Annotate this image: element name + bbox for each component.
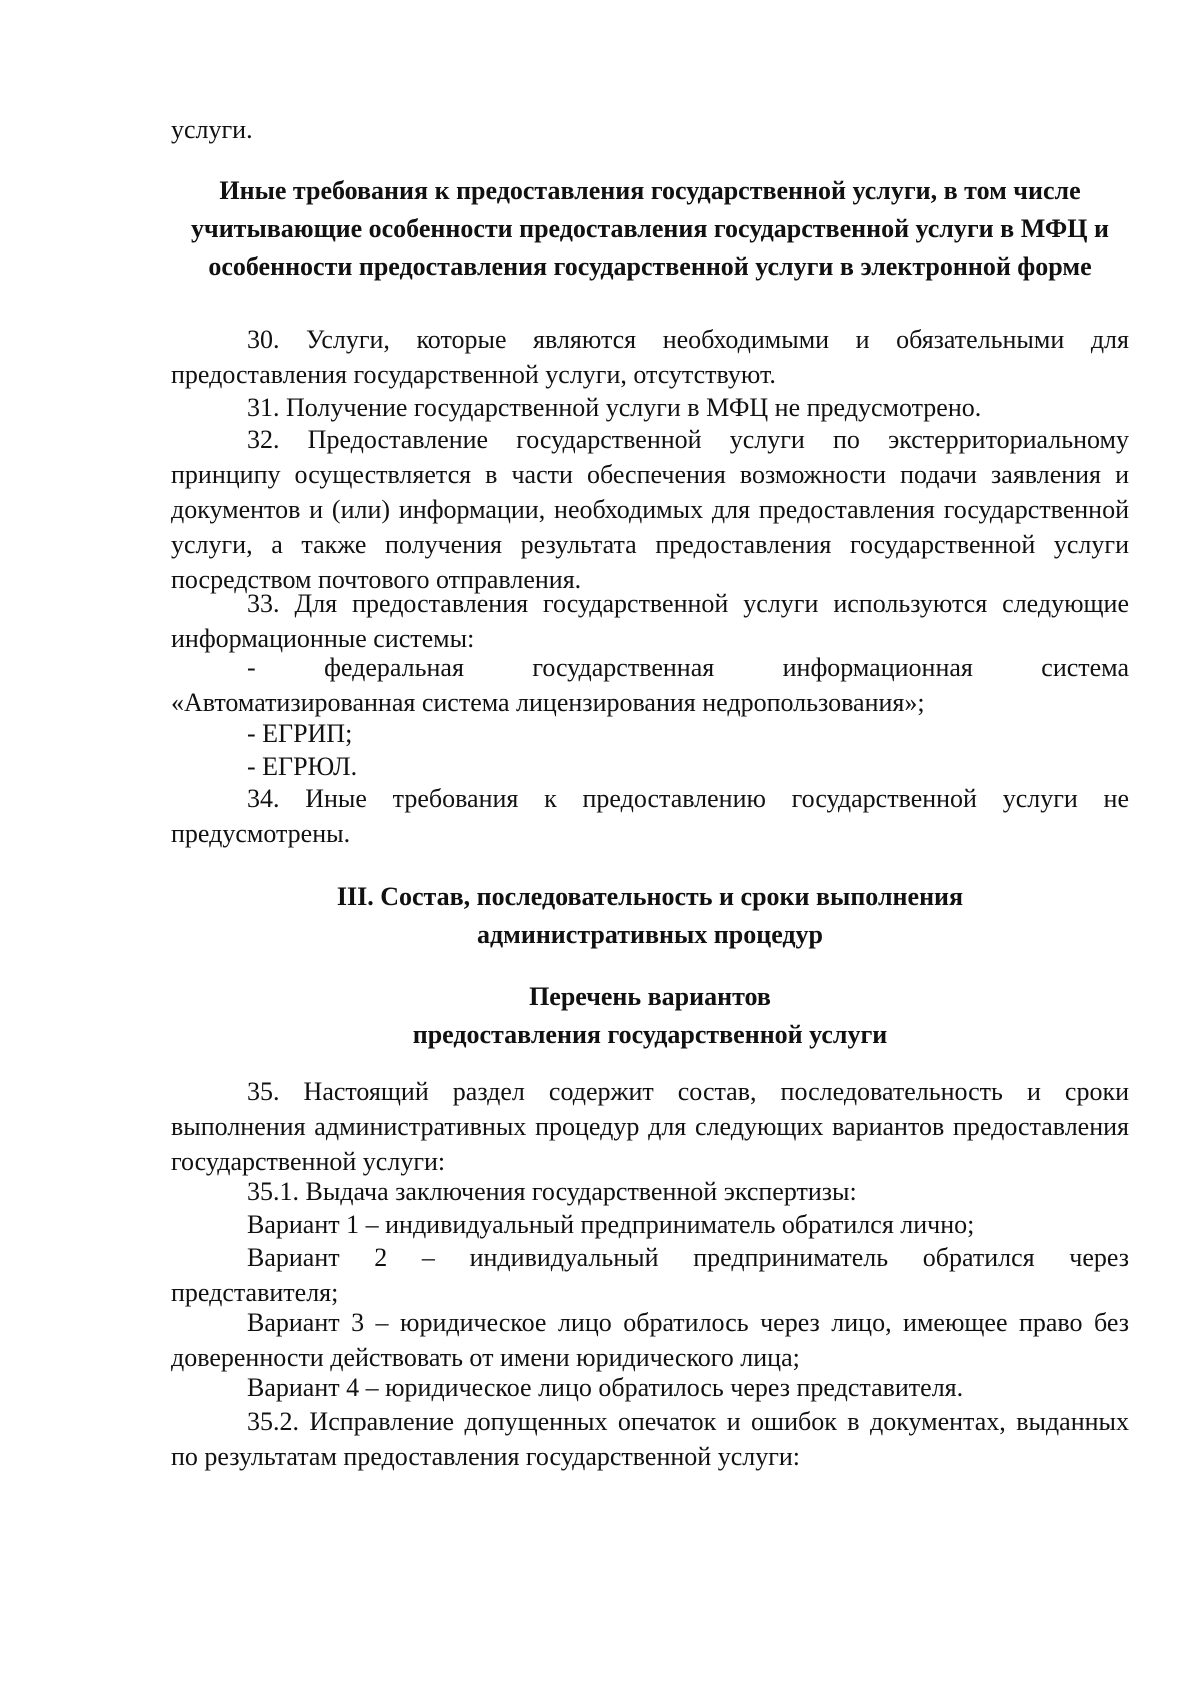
paragraph-33: 33. Для предоставления государственной услуги используются следующие информационные системы: <box>171 589 1129 653</box>
paragraph-30-line-2: предоставления государственной услуги, отсутствуют. <box>171 360 776 389</box>
variant-1: Вариант 1 – индивидуальный предприниматель обратился лично; <box>247 1210 975 1239</box>
section-heading <box>160 172 1140 286</box>
chapter-heading-line-1: III. Состав, последовательность и сроки выполнения <box>336 882 964 911</box>
section-heading-line-2: учитывающие особенности предоставления государственной услуги в МФЦ и <box>191 214 1109 243</box>
sub-heading <box>160 978 1140 1054</box>
paragraph-34: 34. Иные требования к предоставлению государственной услуги не предусмотрены. <box>171 784 1129 848</box>
paragraph-33-list-item-2: - ЕГРИП; <box>247 719 353 748</box>
section-heading-line-1: Иные требования к предоставления государственной услуги, в том числе <box>219 176 1081 205</box>
paragraph-33-list-item-1: - федеральная государственная информационная система «Автоматизированная система лицензирования недропользования»; <box>171 653 1129 717</box>
section-heading-line-3: особенности предоставления государственной услуги в электронной форме <box>208 252 1092 281</box>
paragraph-35: 35. Настоящий раздел содержит состав, последовательность и сроки выполнения административных процедур для следующих вариантов предоставления государственной услуги: <box>171 1077 1129 1176</box>
sub-heading-line-1: Перечень вариантов <box>529 982 771 1011</box>
paragraph-30-line-1: 30. Услуги, которые являются необходимыми и обязательными для <box>247 325 1129 354</box>
chapter-heading <box>160 878 1140 954</box>
variant-3: Вариант 3 – юридическое лицо обратилось через лицо, имеющее право без доверенности действовать от имени юридического лица; <box>171 1308 1129 1372</box>
variant-4: Вариант 4 – юридическое лицо обратилось через представителя. <box>247 1373 964 1402</box>
continuation-text: услуги. <box>171 115 253 144</box>
sub-heading-line-2: предоставления государственной услуги <box>412 1020 888 1049</box>
paragraph-35-1: 35.1. Выдача заключения государственной экспертизы: <box>247 1177 857 1206</box>
paragraph-32: 32. Предоставление государственной услуги по экстерриториальному принципу осуществляется в части обеспечения возможности подачи заявления и документов и (или) информации, необходимых для предоставления государственной услуги, а также получения результата предоставления государственной услуги посредством почтового отправления. <box>171 425 1129 594</box>
paragraph-33-list-item-3: - ЕГРЮЛ. <box>247 752 358 781</box>
paragraph-31: 31. Получение государственной услуги в МФЦ не предусмотрено. <box>247 393 982 422</box>
paragraph-35-2: 35.2. Исправление допущенных опечаток и ошибок в документах, выданных по результатам предоставления государственной услуги: <box>171 1407 1129 1471</box>
variant-2: Вариант 2 – индивидуальный предприниматель обратился через представителя; <box>171 1243 1129 1307</box>
chapter-heading-line-2: административных процедур <box>476 920 824 949</box>
